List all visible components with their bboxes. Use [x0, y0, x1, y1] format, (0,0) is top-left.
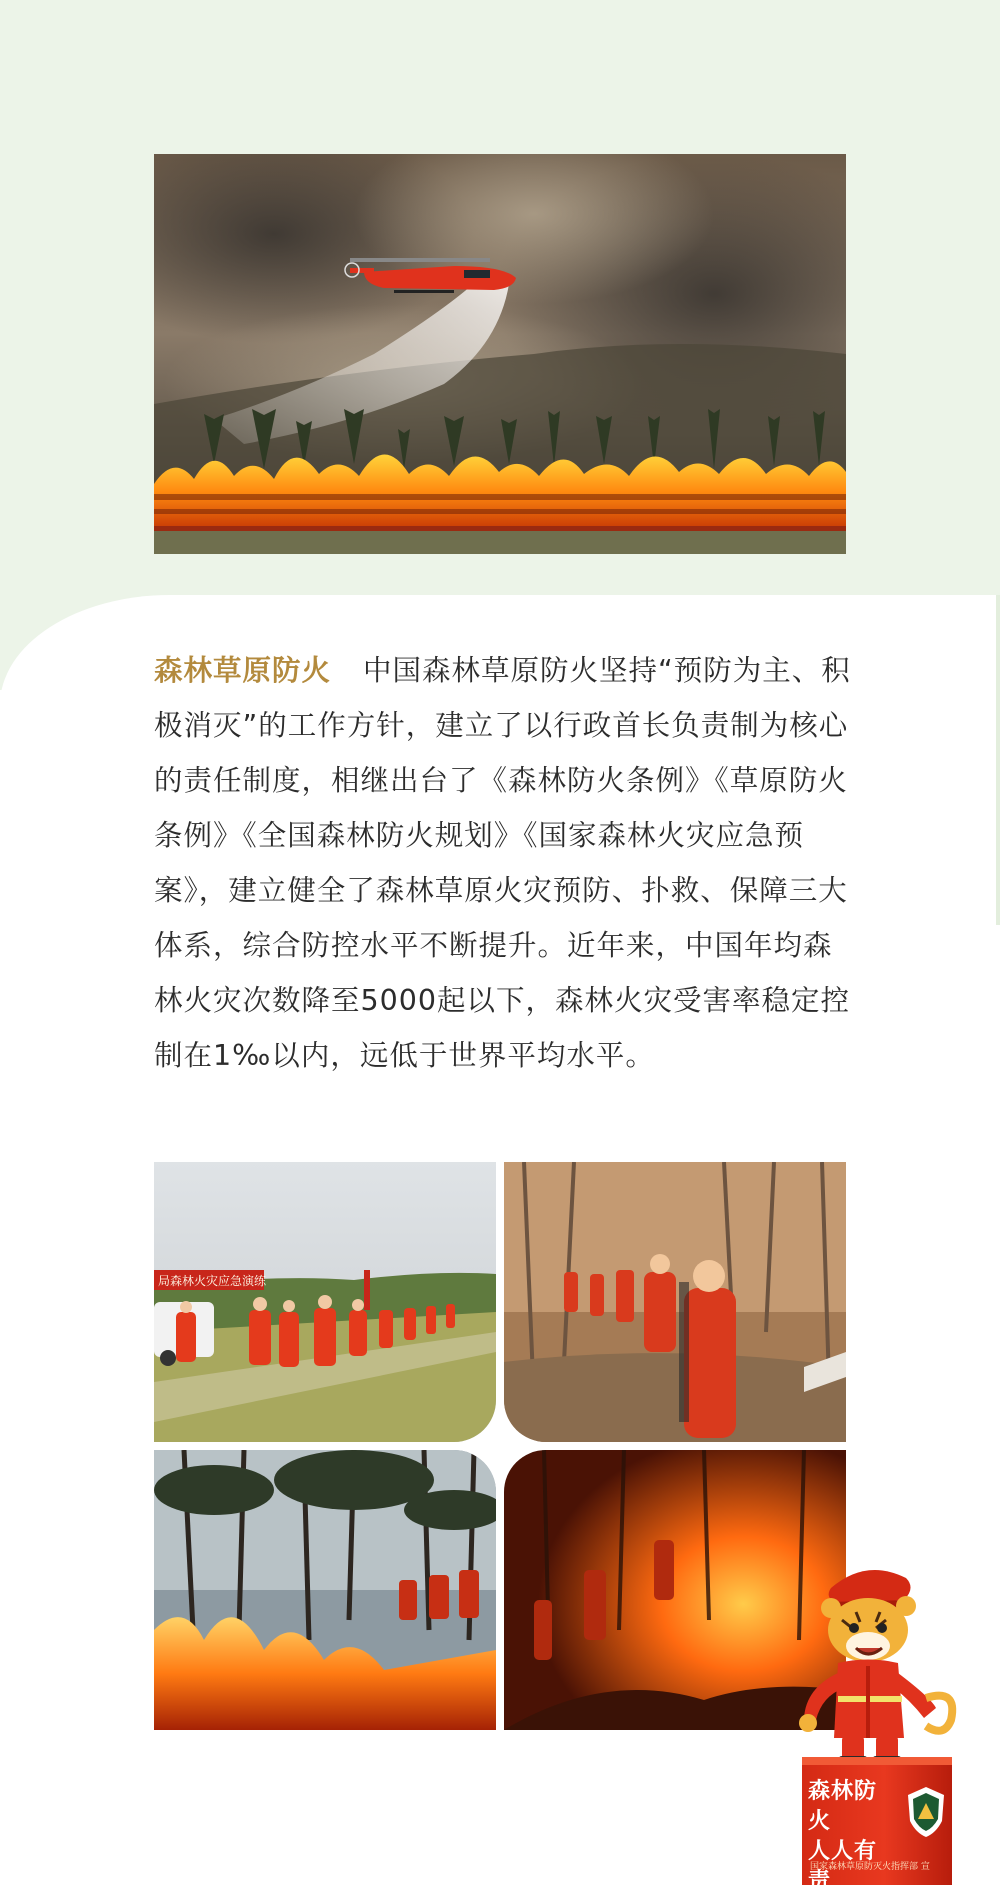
article-lead-title: 森林草原防火	[154, 654, 332, 687]
right-edge-rule	[996, 595, 1000, 925]
sign-line-1: 森林防火	[808, 1779, 878, 1834]
article-text	[154, 643, 854, 1083]
sign-slogan	[808, 1777, 898, 1897]
firefighters-in-forest-photo	[504, 1162, 846, 1442]
drill-banner-text: 局森林火灾应急演练	[158, 1274, 267, 1288]
firefighters-fire-line-photo	[154, 1450, 496, 1730]
article-body: 中国森林草原防火坚持“预防为主、积极消灭”的工作方针，建立了以行政首长负责制为核心的责任制度，相继出台了《森林防火条例》《草原防火条例》《全国森林防火规划》《国家森林火灾应急预案》，建立健全了森林草原火灾预防、扑救、保障三大体系，综合防控水平不断提升。近年来，中国年均森林火灾次数降至5000起以下，森林火灾受害率稳定控制在1‰以内，远低于世界平均水平。	[154, 654, 851, 1072]
fire-prevention-sign-box	[802, 1757, 952, 1894]
fire-prevention-emblem-icon	[906, 1785, 946, 1839]
helicopter-firefighting-photo	[154, 154, 846, 554]
tiger-mascot-illustration	[786, 1548, 962, 1768]
sign-line-2: 人人有责	[808, 1839, 878, 1894]
firefighters-drill-photo	[154, 1162, 496, 1442]
sign-small-print: 国家森林草原防灭火指挥部 宣	[810, 1862, 930, 1872]
